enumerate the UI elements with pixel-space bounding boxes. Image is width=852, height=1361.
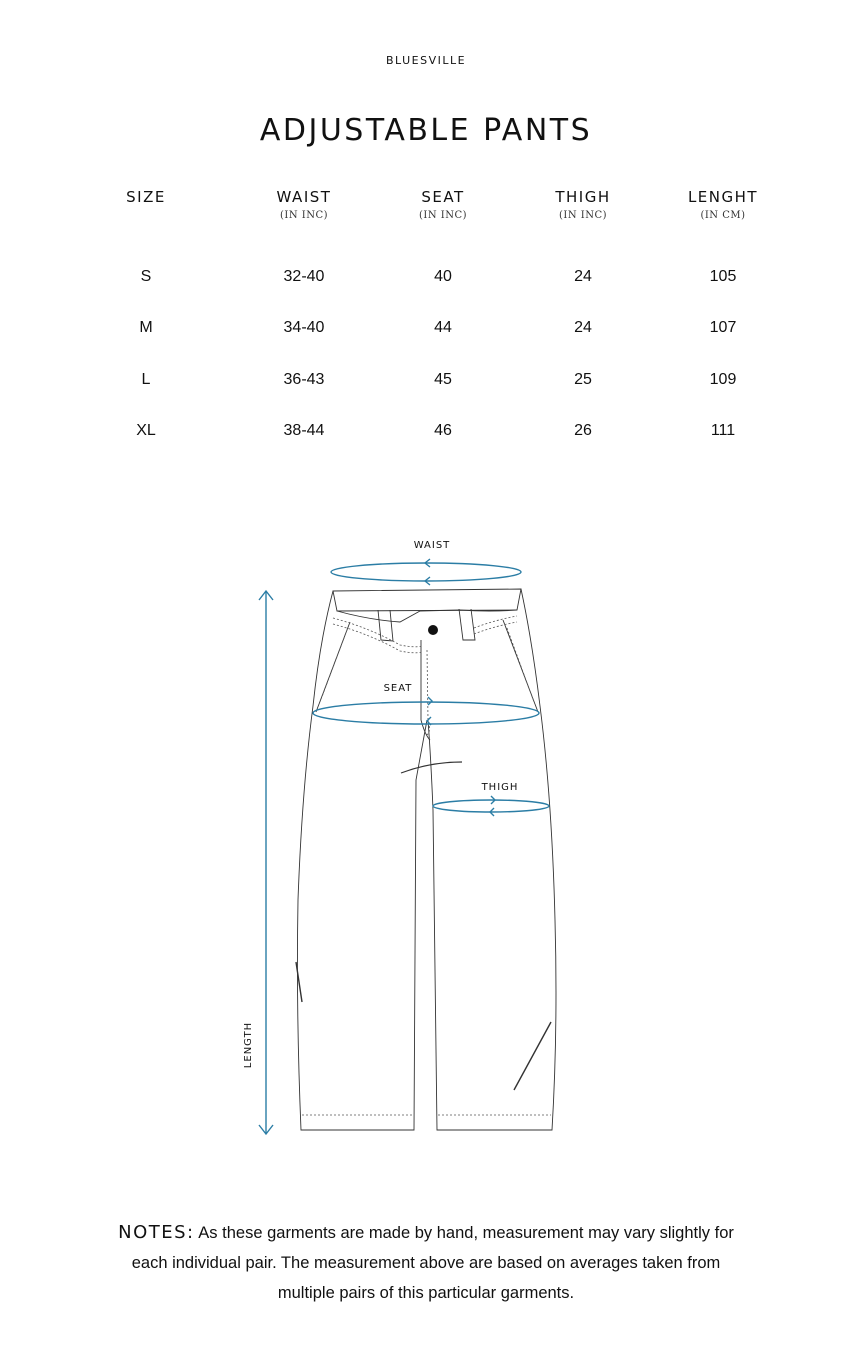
table-cell: 26 xyxy=(574,422,592,439)
unit-waist: (IN INC) xyxy=(279,210,329,221)
seat-label: SEAT xyxy=(383,683,413,694)
table-cell: 24 xyxy=(574,268,592,285)
seat-measure xyxy=(313,702,539,724)
table-cell: 40 xyxy=(434,268,452,285)
table-cell: 24 xyxy=(574,319,592,336)
stitching xyxy=(302,616,551,1115)
table-cell: 34-40 xyxy=(283,319,325,336)
table-cell: 107 xyxy=(709,319,737,336)
waist-label: WAIST xyxy=(413,540,451,551)
table-cell: 105 xyxy=(709,268,737,285)
thigh-label: THIGH xyxy=(481,782,519,793)
page-title: ADJUSTABLE PANTS xyxy=(259,113,593,148)
header-length: LENGHT xyxy=(687,188,759,206)
seat-arrow-icon xyxy=(428,697,432,705)
table-cell: 36-43 xyxy=(283,371,325,388)
header-waist: WAIST xyxy=(276,188,332,206)
notes-text: As these garments are made by hand, measurement may vary slightly for each individual pair. The measurement above are based on averages taken from multiple pairs of this particular garments. xyxy=(131,1224,734,1302)
table-cell: 44 xyxy=(434,319,452,336)
pants-diagram xyxy=(0,520,852,1160)
table-cell: 38-44 xyxy=(283,422,325,439)
notes xyxy=(106,1218,746,1308)
table-cell: 111 xyxy=(710,422,736,439)
notes-label: NOTES: xyxy=(118,1222,195,1243)
unit-length: (IN CM) xyxy=(700,210,746,221)
table-cell: XL xyxy=(136,422,156,439)
table-cell: L xyxy=(141,371,151,388)
header-thigh: THIGH xyxy=(555,188,611,206)
button-icon xyxy=(428,625,438,635)
measurement-guides xyxy=(259,559,549,1134)
unit-thigh: (IN INC) xyxy=(558,210,608,221)
brand-name: BLUESVILLE xyxy=(385,54,467,67)
table-cell: M xyxy=(139,319,153,336)
table-cell: 45 xyxy=(434,371,452,388)
length-label: LENGTH xyxy=(243,1021,254,1069)
waist-measure xyxy=(331,563,521,581)
pants-outline xyxy=(296,589,556,1130)
header-size: SIZE xyxy=(126,188,166,206)
table-cell: 32-40 xyxy=(283,268,325,285)
unit-seat: (IN INC) xyxy=(418,210,468,221)
header-seat: SEAT xyxy=(421,188,465,206)
table-cell: 109 xyxy=(709,371,737,388)
table-cell: S xyxy=(140,268,152,285)
table-cell: 25 xyxy=(574,371,592,388)
table-cell: 46 xyxy=(434,422,452,439)
